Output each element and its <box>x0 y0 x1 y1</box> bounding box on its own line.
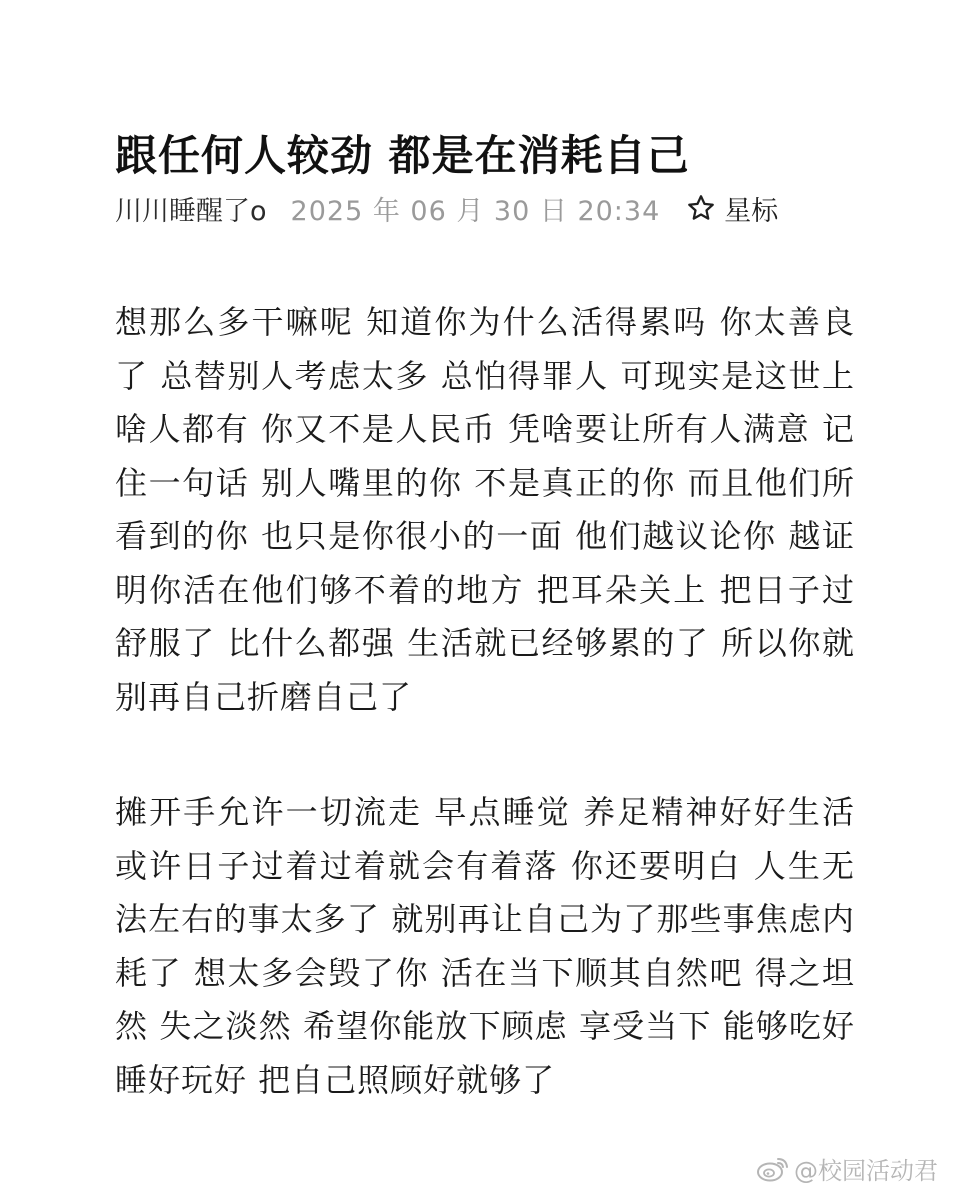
watermark <box>756 1151 938 1186</box>
page-title: 跟任何人较劲 都是在消耗自己 <box>115 131 690 181</box>
article-meta <box>115 186 778 230</box>
article-body <box>115 296 855 1169</box>
star-label: 星标 <box>724 195 779 227</box>
star-button[interactable] <box>686 189 778 228</box>
publish-datetime: 2025 年 06 月 30 日 20:34 <box>290 195 661 227</box>
paragraph-2: 摊开手允许一切流走 早点睡觉 养足精神好好生活 或许日子过着过着就会有着落 你还要明白 人生无法左右的事太多了 就别再让自己为了那些事焦虑内耗了 想太多会毁了你 活在当下顺其自然吧 得之坦然 失之淡然 希望你能放下顾虑 享受当下 能够吃好睡好玩好 把自己照顾好就够了 <box>115 793 855 1099</box>
watermark-text: @校园活动君 <box>794 1157 938 1185</box>
star-outline-icon <box>686 193 716 223</box>
weibo-icon <box>756 1155 790 1183</box>
author-name[interactable]: 川川睡醒了o <box>115 195 267 227</box>
paragraph-1: 想那么多干嘛呢 知道你为什么活得累吗 你太善良了 总替别人考虑太多 总怕得罪人 可现实是这世上啥人都有 你又不是人民币 凭啥要让所有人满意 记住一句话 别人嘴里的你 不是真正的你 而且他们所看到的你 也只是你很小的一面 他们越议论你 越证明你活在他们够不着的地方 把耳朵关上 把日子过舒服了 比什么都强 生活就已经够累的了 所以你就别再自己折磨自己了 <box>115 303 855 716</box>
